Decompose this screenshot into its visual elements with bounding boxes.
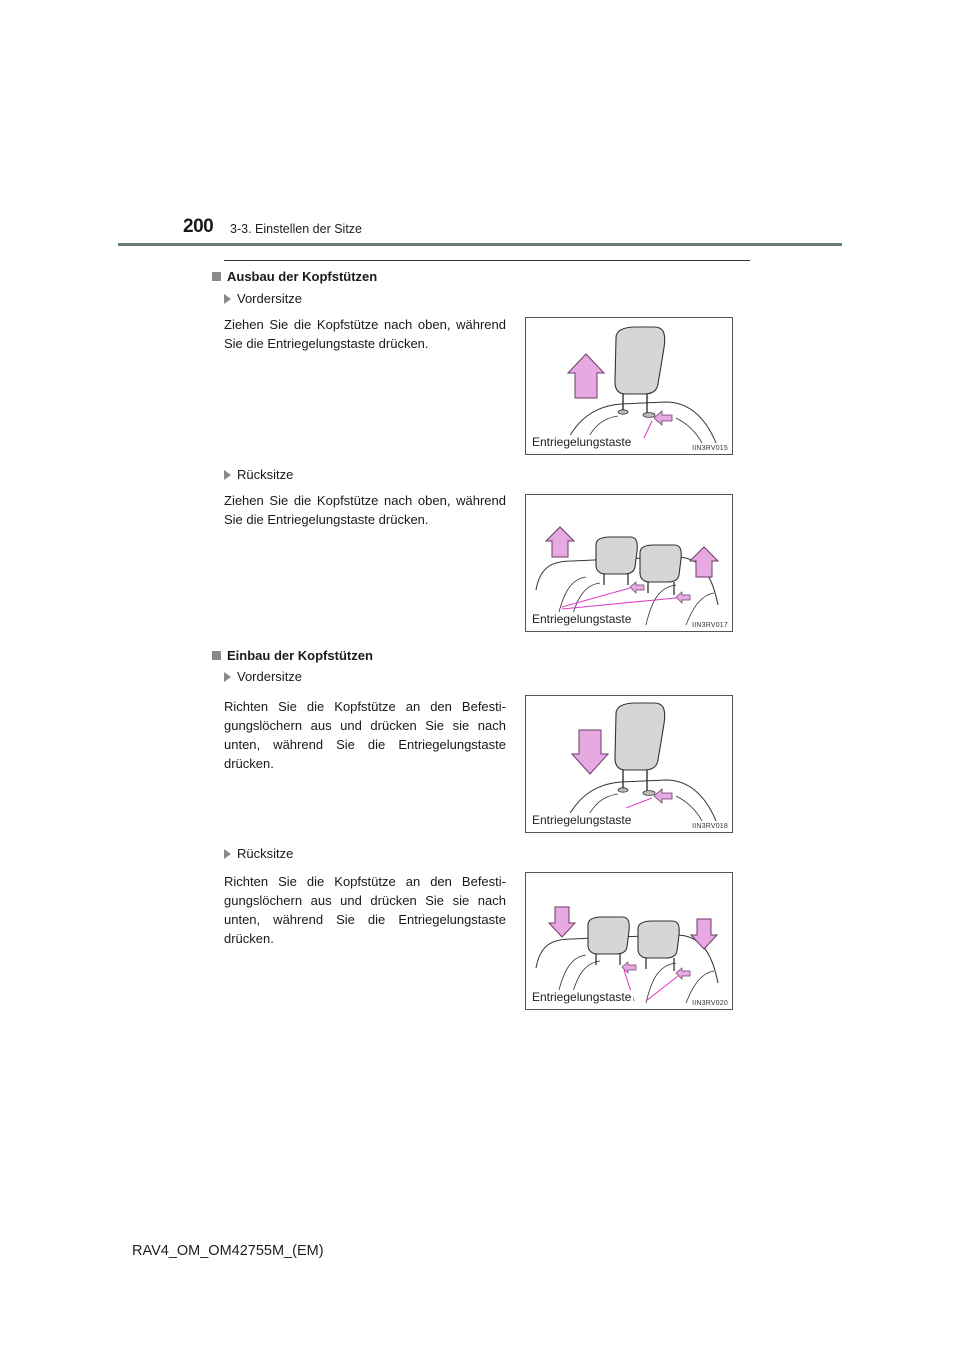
- headrest-illustration: [526, 495, 732, 631]
- figure-rear-removal: [525, 494, 733, 632]
- subheading-front-seats: Vordersitze: [224, 669, 302, 684]
- subheading-rear-seats: Rücksitze: [224, 467, 293, 482]
- figure-code: IIN3RV017: [692, 622, 728, 629]
- subheading-rear-seats: Rücksitze: [224, 846, 293, 861]
- figure-rear-installation: [525, 872, 733, 1010]
- chapter-title: 3-3. Einstellen der Sitze: [230, 222, 363, 236]
- instruction-text: Ziehen Sie die Kopfstütze nach oben, während Sie die Entriegelungstaste drücken.: [224, 493, 506, 527]
- section-heading-installation: Einbau der Kopfstützen: [212, 648, 373, 663]
- instruction-text: Richten Sie die Kopfstütze an den Befesti-gungslöchern aus und drücken Sie sie nach unten, während Sie die Entriegelungstaste drücken.: [224, 699, 506, 771]
- header-rule: [118, 243, 842, 246]
- page-number: 200: [183, 216, 214, 237]
- figure-front-removal: [525, 317, 733, 455]
- figure-code: IIN3RV018: [692, 823, 728, 830]
- figure-label: Entriegelungstaste: [532, 612, 632, 626]
- figure-label: Entriegelungstaste: [532, 813, 632, 827]
- subheading-front-seats: Vordersitze: [224, 291, 302, 306]
- triangle-bullet-icon: [224, 849, 231, 859]
- headrest-illustration: [526, 873, 732, 1009]
- figure-code: IIN3RV020: [692, 1000, 728, 1007]
- triangle-bullet-icon: [224, 294, 231, 304]
- square-bullet-icon: [212, 651, 221, 660]
- document-id: RAV4_OM_OM42755M_(EM): [132, 1243, 324, 1259]
- headrest-illustration: [526, 696, 732, 832]
- instruction-text: Richten Sie die Kopfstütze an den Befesti-gungslöchern aus und drücken Sie sie nach unten, während Sie die Entriegelungstaste drücken.: [224, 874, 506, 946]
- triangle-bullet-icon: [224, 672, 231, 682]
- figure-code: IIN3RV015: [692, 445, 728, 452]
- square-bullet-icon: [212, 272, 221, 281]
- section-rule: [224, 260, 750, 261]
- figure-label: Entriegelungstaste: [532, 435, 632, 449]
- figure-label: Entriegelungstaste: [532, 990, 632, 1004]
- headrest-illustration: [526, 318, 732, 454]
- figure-front-installation: [525, 695, 733, 833]
- section-heading-removal: Ausbau der Kopfstützen: [212, 269, 377, 284]
- instruction-text: Ziehen Sie die Kopfstütze nach oben, während Sie die Entriegelungstaste drücken.: [224, 317, 506, 351]
- triangle-bullet-icon: [224, 470, 231, 480]
